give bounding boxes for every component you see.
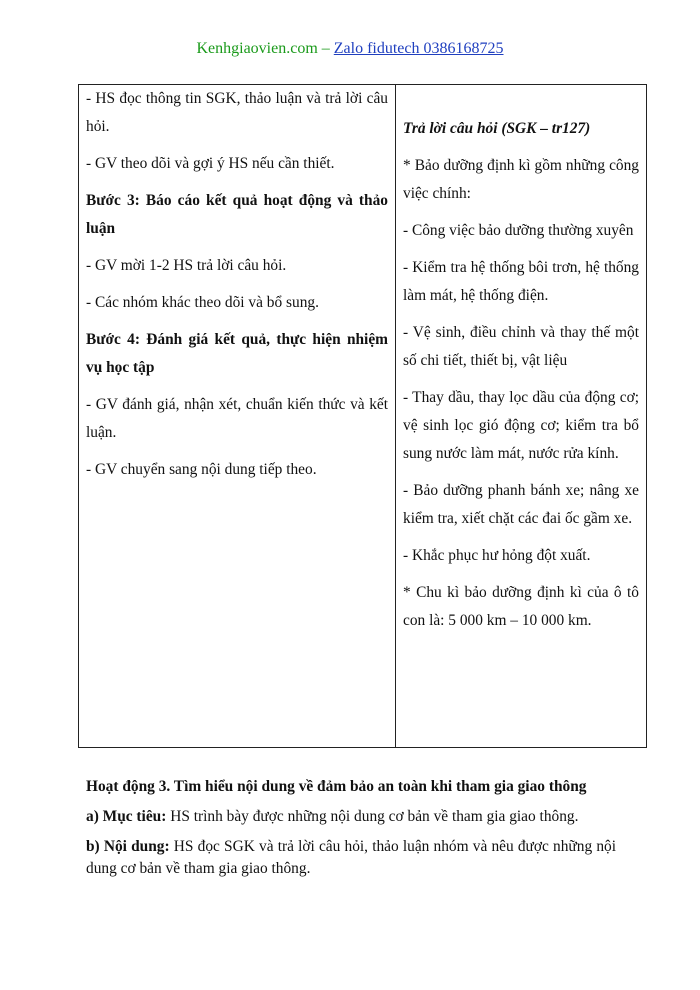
content-label: b) Nội dung:: [86, 838, 170, 855]
right-paragraph: * Chu kì bảo dưỡng định kì của ô tô con là: 5 000 km – 10 000 km.: [403, 584, 639, 629]
right-paragraph: - Kiểm tra hệ thống bôi trơn, hệ thống làm mát, hệ thống điện.: [403, 259, 639, 304]
goal-text: HS trình bày được những nội dung cơ bản về tham gia giao thông.: [166, 808, 579, 825]
content-paragraph: [86, 836, 616, 880]
goal-label: a) Mục tiêu:: [86, 808, 167, 825]
site-name[interactable]: Kenhgiaovien.com: [196, 40, 318, 57]
content-text: HS đọc SGK và trả lời câu hỏi, thảo luận nhóm và nêu được những nội dung cơ bản về tham gia giao thông.: [86, 838, 616, 877]
activity3-section: [86, 776, 616, 888]
teacher-activity-cell: [79, 85, 396, 748]
activity3-title: Hoạt động 3. Tìm hiểu nội dung về đảm bảo an toàn khi tham gia giao thông: [86, 778, 587, 795]
right-paragraph: - Thay dầu, thay lọc dầu của động cơ; vệ sinh lọc gió động cơ; kiểm tra bổ sung nước làm mát, nước rửa kính.: [403, 389, 639, 462]
page-header: [0, 40, 700, 58]
left-paragraph: - HS đọc thông tin SGK, thảo luận và trả lời câu hỏi.: [86, 90, 388, 135]
contact-link[interactable]: Zalo fidutech 0386168725: [333, 40, 504, 57]
table-row: [79, 85, 647, 748]
right-paragraph: - Vệ sinh, điều chỉnh và thay thế một số chi tiết, thiết bị, vật liệu: [403, 324, 639, 369]
right-paragraph: * Bảo dưỡng định kì gồm những công việc chính:: [403, 157, 639, 202]
header-separator: –: [317, 40, 334, 57]
expected-result-cell: [396, 85, 647, 748]
left-paragraph: - GV đánh giá, nhận xét, chuẩn kiến thức và kết luận.: [86, 396, 388, 441]
goal-paragraph: [86, 806, 616, 828]
step3-title: Bước 3: Báo cáo kết quả hoạt động và thảo luận: [86, 192, 388, 237]
left-paragraph: - Các nhóm khác theo dõi và bổ sung.: [86, 294, 319, 311]
lesson-table: [78, 84, 647, 748]
right-paragraph: - Công việc bảo dưỡng thường xuyên: [403, 222, 634, 239]
right-paragraph: - Khắc phục hư hỏng đột xuất.: [403, 547, 591, 564]
step4-title: Bước 4: Đánh giá kết quả, thực hiện nhiệm vụ học tập: [86, 331, 388, 376]
answer-title: Trả lời câu hỏi (SGK – tr127): [403, 120, 591, 137]
left-paragraph: - GV theo dõi và gợi ý HS nếu cần thiết.: [86, 155, 335, 172]
left-paragraph: - GV chuyển sang nội dung tiếp theo.: [86, 461, 317, 478]
right-paragraph: - Bảo dưỡng phanh bánh xe; nâng xe kiểm tra, xiết chặt các đai ốc gầm xe.: [403, 482, 639, 527]
left-paragraph: - GV mời 1-2 HS trả lời câu hỏi.: [86, 257, 287, 274]
